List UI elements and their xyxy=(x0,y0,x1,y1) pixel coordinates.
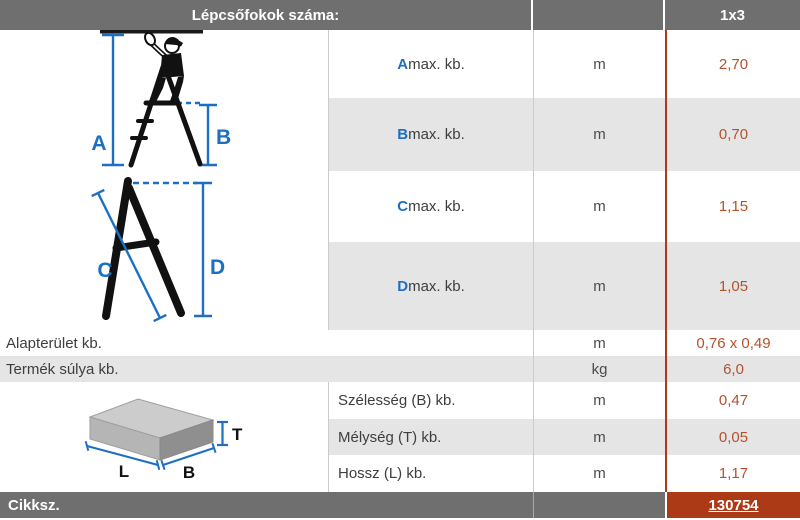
row-c-value: 1,15 xyxy=(665,171,800,242)
row-c-label-cell xyxy=(328,171,533,242)
header-title: Lépcsőfokok száma: xyxy=(191,6,340,24)
row-a-label-cell xyxy=(328,30,533,98)
depth-label: Mélység (T) kb. xyxy=(328,419,533,455)
dimension-b-line xyxy=(168,103,217,165)
weight-unit: kg xyxy=(533,356,665,382)
row-a-value: 2,70 xyxy=(665,30,800,98)
ladder-illustration-cell xyxy=(0,30,328,330)
header-empty-cell xyxy=(533,0,665,30)
row-b-label: max. kb. xyxy=(408,126,465,143)
row-c-letter: C xyxy=(397,198,409,215)
area-value: 0,76 x 0,49 xyxy=(665,330,800,356)
dim-label-b: B xyxy=(216,126,232,149)
row-d-unit: m xyxy=(533,242,665,330)
dimension-t-line xyxy=(217,422,228,445)
row-c-unit: m xyxy=(533,171,665,242)
row-d-label: max. kb. xyxy=(408,277,465,295)
dim-label-c: C xyxy=(97,259,113,282)
dim-label-t: T xyxy=(232,425,243,444)
row-a-letter: A xyxy=(397,55,409,73)
row-a-unit: m xyxy=(533,30,665,98)
dim-label-b-width: B xyxy=(182,463,196,482)
width-label: Szélesség (B) kb. xyxy=(328,382,533,419)
folded-ladder xyxy=(106,181,181,316)
length-value: 1,17 xyxy=(665,455,800,492)
dim-label-a: A xyxy=(91,132,107,155)
depth-value: 0,05 xyxy=(665,419,800,455)
row-b-label-cell xyxy=(328,98,533,171)
depth-unit: m xyxy=(533,419,665,455)
dim-label-l: L xyxy=(118,462,130,481)
area-unit: m xyxy=(533,330,665,356)
row-d-value: 1,05 xyxy=(665,242,800,330)
width-value: 0,47 xyxy=(665,382,800,419)
length-unit: m xyxy=(533,455,665,492)
row-a-label: max. kb. xyxy=(408,55,465,73)
weight-value: 6,0 xyxy=(665,356,800,382)
length-label: Hossz (L) kb. xyxy=(328,455,533,492)
weight-label: Termék súlya kb. xyxy=(0,356,533,382)
stepladder xyxy=(131,67,200,165)
ladder-illustration xyxy=(0,30,328,330)
width-unit: m xyxy=(533,382,665,419)
row-b-letter: B xyxy=(397,126,409,143)
header-value-cell xyxy=(665,0,800,30)
folded-package-illustration xyxy=(0,382,328,492)
area-label: Alapterület kb. xyxy=(6,334,102,352)
article-number-cell xyxy=(665,492,800,518)
footer-empty-cell xyxy=(533,492,665,518)
row-d-letter: D xyxy=(397,277,409,295)
person-figure xyxy=(143,31,184,102)
steps-count-value: 1x3 xyxy=(719,6,746,24)
person-body xyxy=(160,53,184,102)
header-title-cell xyxy=(0,0,533,30)
article-number-label: Cikksz. xyxy=(0,492,533,518)
box-illustration-cell xyxy=(0,382,328,492)
dim-label-d: D xyxy=(210,256,226,279)
row-c-label: max. kb. xyxy=(408,198,465,215)
article-number-link[interactable]: 130754 xyxy=(708,496,759,514)
row-b-value: 0,70 xyxy=(665,98,800,171)
row-b-unit: m xyxy=(533,98,665,171)
row-d-label-cell xyxy=(328,242,533,330)
